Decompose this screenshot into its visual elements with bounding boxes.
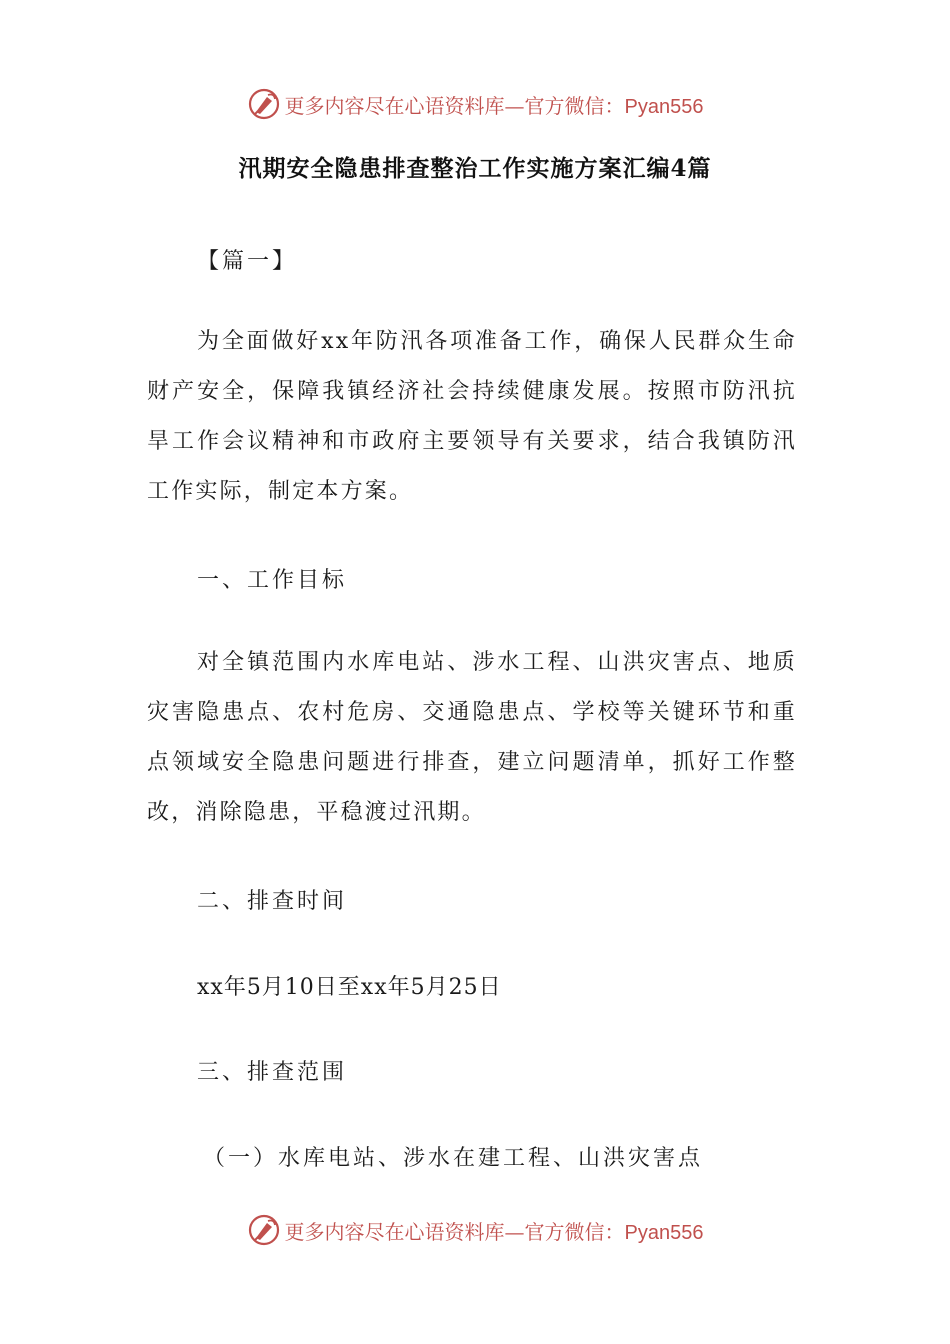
watermark-slogan: 更多内容尽在心语资料库 (284, 93, 505, 118)
time-range-text: xx年5月10日至xx年5月25日 (197, 975, 502, 1000)
section-heading-time: 二、排查时间 (197, 889, 348, 914)
watermark-separator: — (504, 1219, 525, 1244)
watermark-account: Pyan556 (624, 1221, 704, 1244)
watermark-account: Pyan556 (624, 95, 704, 118)
goals-paragraph: 对全镇范围内水库电站、涉水工程、山洪灾害点、地质灾害隐患点、农村危房、交通隐患点、学校等关键环节和重点领域安全隐患问题进行排查，建立问题清单，抓好工作整改，消除隐患，平稳渡过汛期。 (147, 650, 797, 825)
watermark-slogan: 更多内容尽在心语资料库 (284, 1219, 505, 1244)
watermark-text (285, 90, 704, 119)
document-title: 汛期安全隐患排查整治工作实施方案汇编4篇 (238, 155, 712, 182)
part-label: 【篇一】 (197, 249, 298, 274)
section-heading-goals: 一、工作目标 (197, 568, 348, 593)
pen-nib-logo-icon (247, 87, 281, 121)
watermark-official-label: 官方微信： (524, 93, 625, 118)
scope-item-1: （一）水库电站、涉水在建工程、山洪灾害点 (203, 1146, 704, 1171)
watermark-official-label: 官方微信： (524, 1219, 625, 1244)
watermark-banner-top (0, 84, 950, 124)
pen-nib-logo-icon (247, 1213, 281, 1247)
watermark-separator: — (504, 93, 525, 118)
section-heading-scope: 三、排查范围 (197, 1060, 348, 1085)
watermark-banner-bottom (0, 1210, 950, 1250)
intro-paragraph: 为全面做好xx年防汛各项准备工作，确保人民群众生命财产安全，保障我镇经济社会持续健康发展。按照市防汛抗旱工作会议精神和市政府主要领导有关要求，结合我镇防汛工作实际，制定本方案。 (147, 329, 797, 504)
watermark-text (285, 1216, 704, 1245)
